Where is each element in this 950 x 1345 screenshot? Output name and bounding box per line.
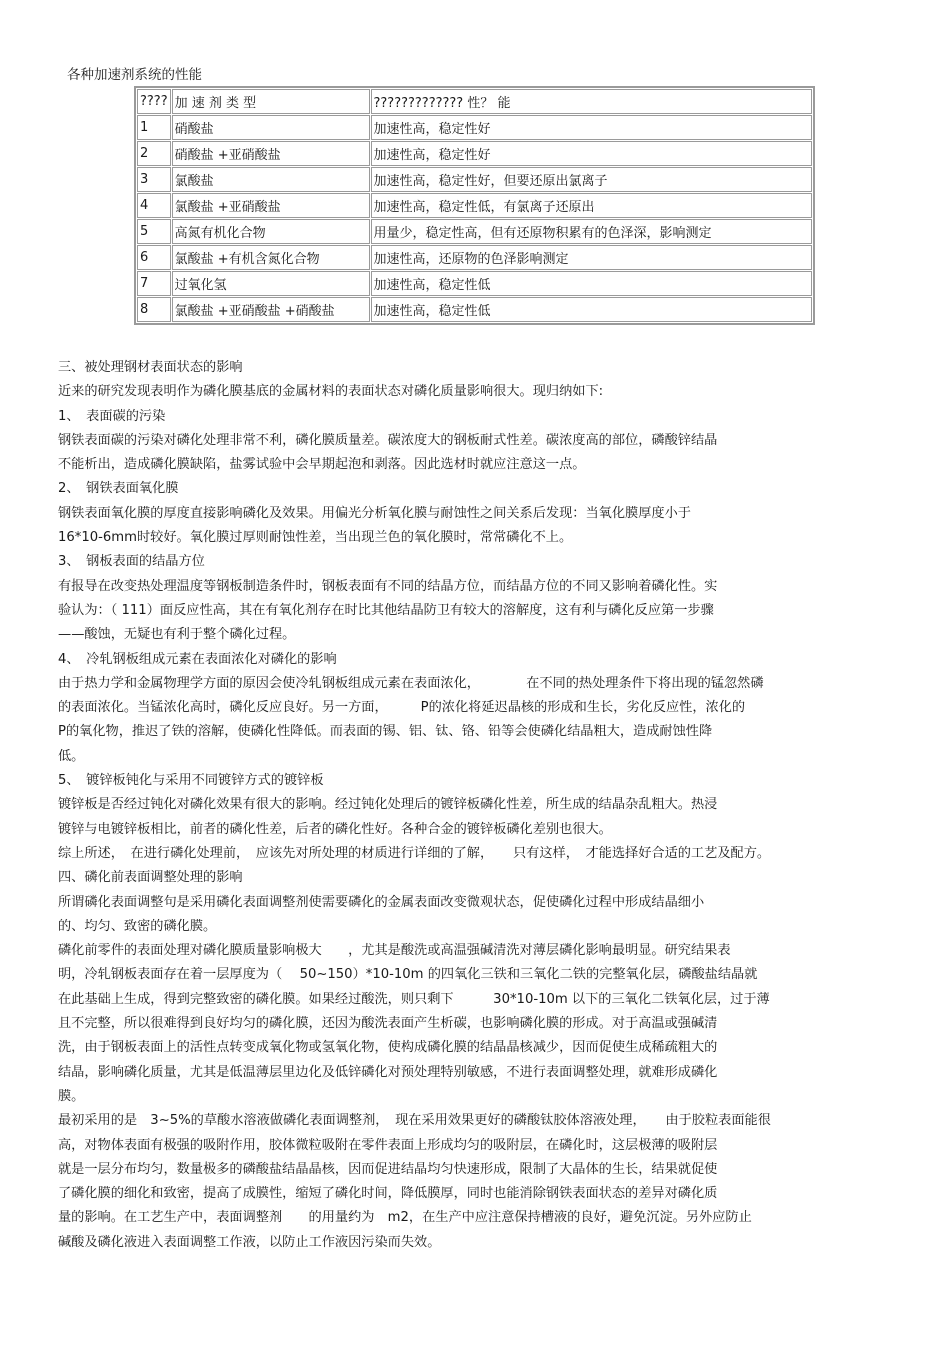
accelerator-performance: 加速性高，稳定性低 xyxy=(371,297,813,322)
paragraph-line: 就是一层分布均匀，数量极多的磷酸盐结晶晶核，因而促进结晶均匀快速形成，限制了大晶体的生长，结果就促使 xyxy=(58,1161,718,1177)
row-number: 4 xyxy=(137,193,171,218)
accelerator-performance: 用量少，稳定性高，但有还原物积累有的色泽深，影响测定 xyxy=(371,219,813,244)
paragraph-line: 镀锌与电镀锌板相比，前者的磷化性差，后者的磷化性好。各种合金的镀锌板磷化差别也很大。 xyxy=(58,821,612,837)
paragraph-line: 综上所述， 在进行磷化处理前， 应该先对所处理的材质进行详细的了解， 只有这样， 才能选择好合适的工艺及配方。 xyxy=(58,845,771,861)
paragraph-line: 了磷化膜的细化和致密，提高了成膜性，缩短了磷化时间，降低膜厚，同时也能消除钢铁表面状态的差异对磷化质 xyxy=(58,1186,718,1202)
table-row xyxy=(137,115,812,140)
table-row xyxy=(137,271,812,296)
table-row xyxy=(137,167,812,192)
accelerator-type: 氯酸盐 +有机含氮化合物 xyxy=(172,245,370,270)
accelerator-type: 过氧化氢 xyxy=(172,271,370,296)
paragraph-line: 的、均匀、致密的磷化膜。 xyxy=(58,918,217,934)
paragraph-line: 低。 xyxy=(58,748,85,764)
table-row xyxy=(137,219,812,244)
paragraph-line: 有报导在改变热处理温度等钢板制造条件时，钢板表面有不同的结晶方位，而结晶方位的不同又影响着磷化性。实 xyxy=(58,578,718,594)
paragraph-line: 磷化前零件的表面处理对磷化膜质量影响极大 ，尤其是酸洗或高温强碱清洗对薄层磷化影响最明显。研究结果表 xyxy=(58,943,731,959)
header-cell-num: ???? xyxy=(137,89,171,114)
paragraph-line: 钢铁表面氧化膜的厚度直接影响磷化及效果。用偏光分析氧化膜与耐蚀性之间关系后发现：当氧化膜厚度小于 xyxy=(58,505,691,521)
table-row xyxy=(137,193,812,218)
accelerator-performance: 加速性高，稳定性低，有氯离子还原出 xyxy=(371,193,813,218)
row-number: 2 xyxy=(137,141,171,166)
accelerator-performance: 加速性高，还原物的色泽影响测定 xyxy=(371,245,813,270)
header-cell-performance: ????????????? 性？ 能 xyxy=(371,89,813,114)
row-number: 3 xyxy=(137,167,171,192)
paragraph-line: 量的影响。在工艺生产中，表面调整剂 的用量约为 m2，在生产中应注意保持槽液的良好，避免沉淀。另外应防止 xyxy=(58,1210,752,1226)
table-caption: 各种加速剂系统的性能 xyxy=(67,67,202,83)
table-row xyxy=(137,141,812,166)
paragraph-line: 最初采用的是 3~5%的草酸水溶液做磷化表面调整剂， 现在采用效果更好的磷酸钛胶体溶液处理， 由于胶粒表面能很 xyxy=(58,1113,771,1129)
paragraph-line: 在此基础上生成，得到完整致密的磷化膜。如果经过酸洗，则只剩下 30*10-10m 以下的三氧化二铁氧化层，过于薄 xyxy=(58,991,770,1007)
paragraph-line: 近来的研究发现表明作为磷化膜基底的金属材料的表面状态对磷化质量影响很大。现归纳如下: xyxy=(58,384,604,400)
section-heading: 三、被处理钢材表面状态的影响 xyxy=(58,360,243,375)
row-number: 6 xyxy=(137,245,171,270)
paragraph-line: 由于热力学和金属物理学方面的原因会使冷轧钢板组成元素在表面浓化， 在不同的热处理条件下将出现的锰忽然磷 xyxy=(58,675,764,691)
paragraph-line: 所谓磷化表面调整句是采用磷化表面调整剂使需要磷化的金属表面改变微观状态，促使磷化过程中形成结晶细小 xyxy=(58,894,705,910)
row-number: 5 xyxy=(137,219,171,244)
paragraph-line: 验认为：（ 111）面反应性高，其在有氧化剂存在时比其他结晶防卫有较大的溶解度，这有利与磷化反应第一步骤 xyxy=(58,602,714,618)
body-text xyxy=(58,356,888,1255)
table-row xyxy=(137,297,812,322)
paragraph-line: 碱酸及磷化液进入表面调整工作液，以防止工作液因污染而失效。 xyxy=(58,1234,441,1250)
header-cell-type: 加 速 剂 类 型 xyxy=(172,89,370,114)
paragraph-line: 高，对物体表面有极强的吸附作用，胶体微粒吸附在零件表面上形成均匀的吸附层，在磷化时，这层极薄的吸附层 xyxy=(58,1137,718,1153)
row-number: 7 xyxy=(137,271,171,296)
paragraph-line: 洗，由于钢板表面上的活性点转变成氧化物或氢氧化物，使构成磷化膜的结晶晶核减少，因而促使生成稀疏粗大的 xyxy=(58,1040,718,1056)
subsection-heading: 1、 表面碳的污染 xyxy=(58,408,166,424)
paragraph-line: 镀锌板是否经过钝化对磷化效果有很大的影响。经过钝化处理后的镀锌板磷化性差，所生成的结晶杂乱粗大。热浸 xyxy=(58,797,718,813)
accelerator-performance: 加速性高，稳定性低 xyxy=(371,271,813,296)
paragraph-line: 结晶，影响磷化质量，尤其是低温薄层里边化及低锌磷化对预处理特别敏感，不进行表面调整处理，就难形成磷化 xyxy=(58,1064,718,1080)
accelerator-type: 氯酸盐 +亚硝酸盐 +硝酸盐 xyxy=(172,297,370,322)
accelerator-performance: 加速性高，稳定性好 xyxy=(371,141,813,166)
accelerator-type: 氯酸盐 xyxy=(172,167,370,192)
subsection-heading: 2、 钢铁表面氧化膜 xyxy=(58,481,179,497)
paragraph-line: 明，冷轧钢板表面存在着一层厚度为（ 50~150）*10-10m 的四氧化三铁和三氧化二铁的完整氧化层，磷酸盐结晶就 xyxy=(58,967,758,983)
paragraph-line: 的表面浓化。当锰浓化高时，磷化反应良好。另一方面， P的浓化将延迟晶核的形成和生长，劣化反应性，浓化的 xyxy=(58,700,746,716)
row-number: 8 xyxy=(137,297,171,322)
paragraph-line: 钢铁表面碳的污染对磷化处理非常不利，磷化膜质量差。碳浓度大的钢板耐式性差。碳浓度高的部位，磷酸锌结晶 xyxy=(58,432,718,448)
paragraph-line: ——酸蚀，无疑也有利于整个磷化过程。 xyxy=(58,627,296,643)
section-heading: 四、磷化前表面调整处理的影响 xyxy=(58,870,243,886)
accelerator-type: 硝酸盐 xyxy=(172,115,370,140)
paragraph-line: 膜。 xyxy=(58,1088,85,1104)
accelerator-performance: 加速性高，稳定性好 xyxy=(371,115,813,140)
table-row xyxy=(137,245,812,270)
paragraph-line: 16*10-6mm时较好。氧化膜过厚则耐蚀性差，当出现兰色的氧化膜时，常常磷化不上。 xyxy=(58,530,573,546)
paragraph-line: 且不完整，所以很难得到良好均匀的磷化膜，还因为酸洗表面产生析碳，也影响磷化膜的形成。对于高温或强碱清 xyxy=(58,1016,718,1032)
subsection-heading: 5、 镀锌板钝化与采用不同镀锌方式的镀锌板 xyxy=(58,773,324,789)
table-header-row xyxy=(137,89,812,114)
accelerator-type: 硝酸盐 +亚硝酸盐 xyxy=(172,141,370,166)
paragraph-line: 不能析出，造成磷化膜缺陷，盐雾试验中会早期起泡和剥落。因此选材时就应注意这一点。 xyxy=(58,457,586,473)
subsection-heading: 4、 冷轧钢板组成元素在表面浓化对磷化的影响 xyxy=(58,651,337,667)
accelerator-type: 氯酸盐 +亚硝酸盐 xyxy=(172,193,370,218)
paragraph-line: P的氧化物，推迟了铁的溶解，使磷化性降低。而表面的锡、铝、钛、铬、铅等会使磷化结晶粗大，造成耐蚀性降 xyxy=(58,724,713,740)
subsection-heading: 3、 钢板表面的结晶方位 xyxy=(58,554,205,570)
row-number: 1 xyxy=(137,115,171,140)
accelerator-table xyxy=(134,86,815,325)
accelerator-type: 高氮有机化合物 xyxy=(172,219,370,244)
accelerator-performance: 加速性高，稳定性好，但要还原出氯离子 xyxy=(371,167,813,192)
